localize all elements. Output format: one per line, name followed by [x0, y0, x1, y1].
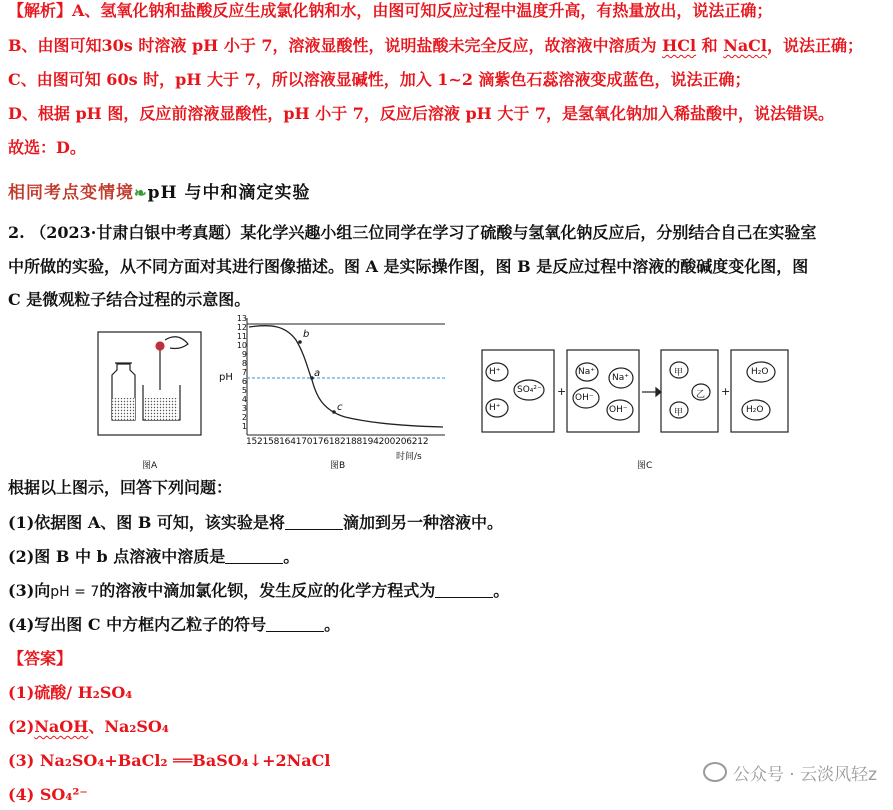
chart-b-ylabel: pH — [219, 372, 233, 383]
hcl-text: HCl — [662, 36, 697, 55]
particle-oh-2: OH⁻ — [609, 405, 628, 415]
point-c-label: c — [337, 402, 343, 413]
answer-blank-4[interactable] — [266, 617, 324, 632]
answer-1: (1)硫酸/ H₂SO₄ — [8, 683, 133, 702]
analysis-line-2: B、由图可知30s 时溶液 pH 小于 7，溶液显酸性，说明盐酸未完全反应，故溶液中溶质为 HCl 和 NaCl，说法正确； — [8, 36, 864, 55]
particle-h2o-1: H₂O — [751, 367, 769, 377]
chart-b-y-tick: 5 — [241, 386, 247, 395]
answer-tag: 【答案】 — [8, 649, 73, 668]
naoh-text: NaOH — [34, 717, 89, 736]
figures-svg — [0, 310, 893, 475]
chart-b-y-tick: 13 — [236, 314, 247, 323]
prompt-line: 根据以上图示，回答下列问题： — [8, 478, 233, 497]
particle-h2o-2: H₂O — [746, 405, 764, 415]
particle-h-2: H⁺ — [489, 403, 501, 413]
caption-figure-b: 图B — [330, 461, 346, 471]
chart-b-y-tick: 6 — [241, 377, 247, 386]
chart-b-y-tick: 9 — [241, 350, 247, 359]
sub-question-2: (2)图 B 中 b 点溶液中溶质是 。 — [8, 547, 300, 566]
plus-sign-1: + — [557, 385, 567, 398]
particle-oh-1: OH⁻ — [575, 393, 594, 403]
point-a-label: a — [314, 368, 321, 379]
particle-jia-1: 甲 — [674, 368, 684, 378]
answer-blank-2[interactable] — [225, 549, 283, 564]
sub-question-3: (3)向pH = 7的溶液中滴加氯化钡，发生反应的化学方程式为 。 — [8, 581, 510, 600]
analysis-line-4: D、根据 pH 图，反应前溶液显酸性，pH 小于 7，反应后溶液 pH 大于 7，是氢氧化钠加入稀盐酸中，说法错误。 — [8, 104, 835, 123]
caption-figure-a: 图A — [142, 461, 158, 471]
question-line-3: C 是微观粒子结合过程的示意图。 — [8, 290, 251, 309]
analysis-line-1: 【解析】A、氢氧化钠和盐酸反应生成氯化钠和水，由图可知反应过程中温度升高，有热量放出，说法正确； — [8, 1, 773, 20]
point-b-label: b — [303, 329, 310, 340]
chart-b-y-tick: 11 — [236, 332, 247, 341]
particle-jia-2: 甲 — [674, 408, 684, 418]
particle-so4: SO₄²⁻ — [517, 385, 542, 395]
plus-sign-2: + — [721, 385, 731, 398]
answer-2: (2)NaOH、Na₂SO₄ — [8, 717, 169, 736]
chart-b-y-tick: 10 — [236, 341, 247, 350]
figure-a-apparatus — [98, 332, 201, 435]
chart-b-y-tick: 2 — [241, 413, 247, 422]
chart-b-xlabel: 时间/s — [396, 452, 422, 462]
chart-b-y-ticks — [233, 314, 247, 431]
particle-h-1: H⁺ — [489, 367, 501, 377]
particle-yi: 乙 — [696, 390, 706, 400]
question-line-2: 中所做的实验，从不同方面对其进行图像描述。图 A 是实际操作图，图 B 是反应过程中溶液的酸碱度变化图，图 — [8, 257, 809, 276]
answer-blank-1[interactable] — [285, 515, 343, 530]
figures — [0, 310, 893, 475]
caption-figure-c: 图C — [637, 461, 653, 471]
analysis-line-5: 故选：D。 — [8, 138, 86, 157]
nacl-text: NaCl — [723, 36, 767, 55]
sub-question-4: (4)写出图 C 中方框内乙粒子的符号 。 — [8, 615, 341, 634]
chart-b-y-tick: 3 — [241, 404, 247, 413]
chart-b-y-tick: 4 — [241, 395, 247, 404]
chart-b-y-tick: 1 — [241, 422, 247, 431]
particle-na-1: Na⁺ — [578, 367, 595, 377]
chart-b-x-ticks: 152158164170176182188194200206212 — [246, 437, 429, 447]
answer-3: (3) Na₂SO₄+BaCl₂ ══BaSO₄↓+2NaCl — [8, 751, 331, 770]
sub-question-1: (1)依据图 A、图 B 可知，该实验是将 滴加到另一种溶液中。 — [8, 513, 503, 532]
section-heading: 相同考点变情境❧pH 与中和滴定实验 — [8, 183, 311, 203]
chart-b-y-tick: 7 — [241, 368, 247, 377]
question-line-1: 2. （2023·甘肃白银中考真题）某化学兴趣小组三位同学在学习了硫酸与氢氧化钠反应后，分别结合自己在实验室 — [8, 223, 817, 242]
watermark: 公众号 · 云淡风轻z — [703, 760, 877, 785]
wechat-icon — [703, 762, 727, 782]
chart-b-y-tick: 8 — [241, 359, 247, 368]
answer-blank-3[interactable] — [435, 583, 493, 598]
analysis-tag: 【解析】 — [8, 1, 73, 20]
figure-b-chart — [247, 318, 445, 435]
chart-b-y-tick: 12 — [236, 323, 247, 332]
leaf-arrow-icon: ❧ — [134, 184, 148, 202]
answer-4: (4) SO₄²⁻ — [8, 785, 88, 804]
analysis-line-3: C、由图可知 60s 时，pH 大于 7，所以溶液显碱性，加入 1~2 滴紫色石蕊溶液变成蓝色，说法正确； — [8, 70, 751, 89]
particle-na-2: Na⁺ — [612, 373, 629, 383]
